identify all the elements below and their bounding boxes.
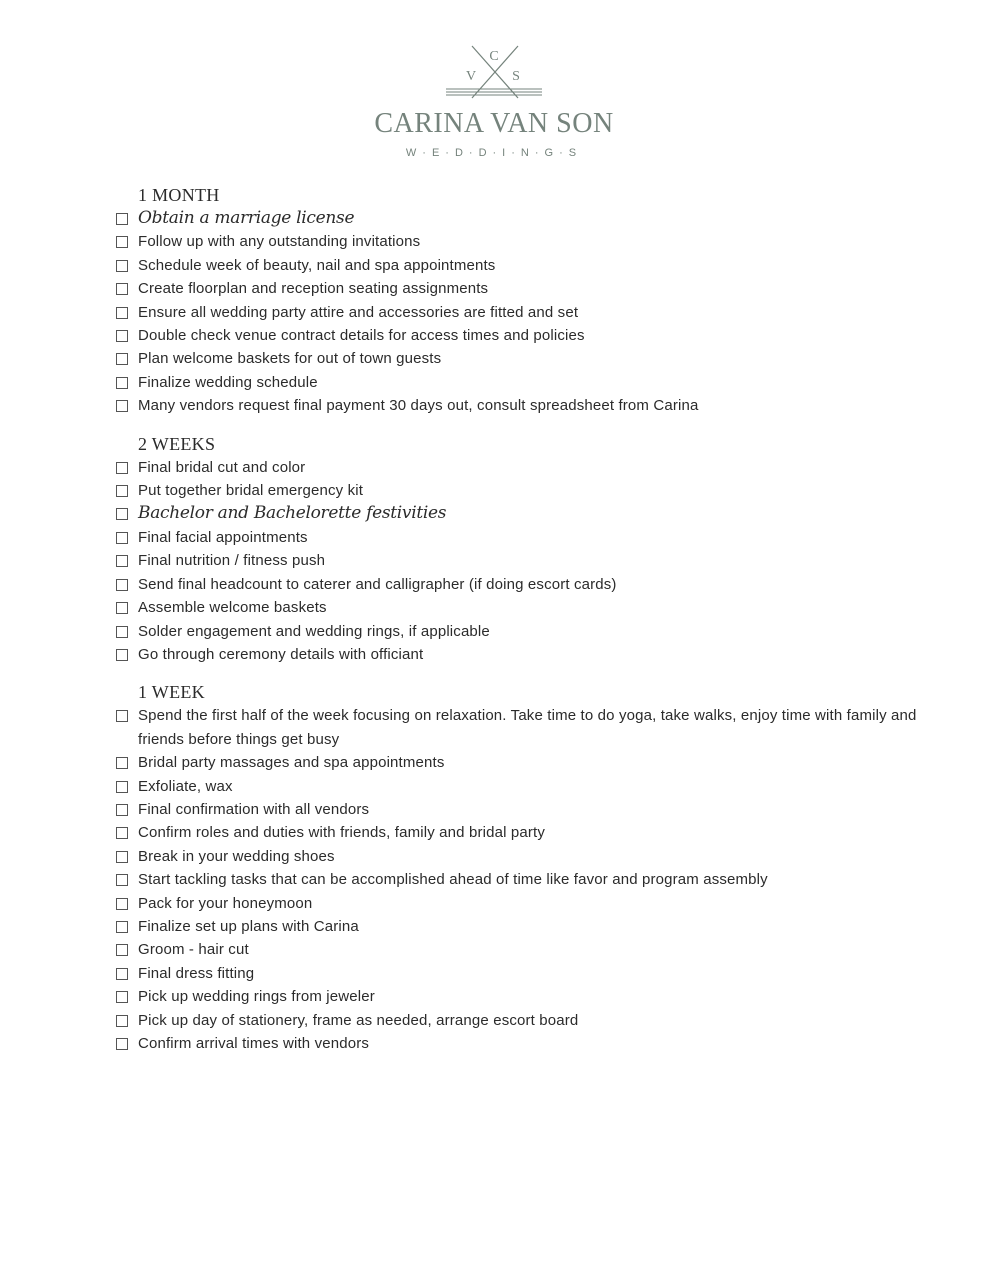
checklist-item [116,596,936,619]
checklist-item-text: Pick up wedding rings from jeweler [138,988,375,1006]
monogram-letter-c: C [489,49,499,64]
checklist-item [116,394,936,417]
checkbox[interactable] [116,804,128,816]
checklist [116,181,936,1055]
checklist-item [116,892,936,915]
checklist-item-text: Final dress fitting [138,964,255,982]
checkbox[interactable] [116,781,128,793]
checklist-item-text: Confirm arrival times with vendors [138,1035,369,1052]
checklist-item-text: Start tackling tasks that can be accomplished ahead of time like favor and program assembly [138,871,768,889]
checklist-item [116,347,936,370]
checklist-item [116,207,936,230]
checklist-item [116,371,936,394]
checkbox[interactable] [116,874,128,886]
checklist-item [116,573,936,596]
checklist-item-text: Assemble welcome baskets [138,599,327,617]
checklist-item-text: Final nutrition / fitness push [138,552,326,570]
checkbox[interactable] [116,921,128,933]
checklist-item-text: Final facial appointments [138,528,308,546]
checklist-item-text: Many vendors request final payment 30 days out, consult spreadsheet from Carina [138,397,699,415]
checklist-item-text: Pick up day of stationery, frame as needed, arrange escort board [138,1011,579,1029]
checklist-item [116,1032,936,1055]
checkbox[interactable] [116,579,128,591]
section-title: 1 MONTH [138,185,220,205]
checklist-item [116,845,936,868]
checklist-item-text: Solder engagement and wedding rings, if applicable [138,622,490,640]
monogram-logo-icon [444,42,544,104]
checkbox[interactable] [116,626,128,638]
checklist-item-text: Pack for your honeymoon [138,894,313,912]
checkbox[interactable] [116,991,128,1003]
checklist-item-text: Finalize set up plans with Carina [138,917,359,935]
checklist-item [116,526,936,549]
checkbox[interactable] [116,462,128,474]
checklist-item [116,620,936,643]
checkbox[interactable] [116,283,128,295]
brand-name: CARINA VAN SON [374,108,614,139]
checklist-item [116,985,936,1008]
checklist-item [116,1009,936,1032]
checkbox[interactable] [116,400,128,412]
brand-subtitle: W·E·D·D·I·N·G·S [405,147,583,159]
checkbox[interactable] [116,377,128,389]
checkbox[interactable] [116,649,128,661]
checklist-item-text: Confirm roles and duties with friends, family and bridal party [138,824,545,842]
checkbox[interactable] [116,1015,128,1027]
checkbox[interactable] [116,944,128,956]
monogram-letter-v: V [465,69,477,84]
checklist-item [116,549,936,572]
checkbox[interactable] [116,1038,128,1050]
checklist-item [116,230,936,253]
checklist-item [116,324,936,347]
checkbox[interactable] [116,485,128,497]
checklist-item [116,456,936,479]
checklist-item-text: Final bridal cut and color [138,458,306,476]
checkbox[interactable] [116,851,128,863]
checkbox[interactable] [116,353,128,365]
checklist-item-text: Plan welcome baskets for out of town guests [138,350,442,368]
checklist-item [116,868,936,891]
monogram-letter-s: S [512,69,520,84]
checkbox[interactable] [116,260,128,272]
checklist-item-text: Bachelor and Bachelorette festivities [138,503,447,524]
checkbox[interactable] [116,213,128,225]
checklist-item [116,643,936,666]
checkbox[interactable] [116,602,128,614]
checklist-item-text: Bridal party massages and spa appointments [138,754,445,772]
brand-logo [0,0,988,170]
checklist-item-text: Exfoliate, wax [138,777,233,795]
checklist-item [116,277,936,300]
checkbox[interactable] [116,532,128,544]
checklist-item [116,798,936,821]
checkbox[interactable] [116,968,128,980]
checklist-item-text: Final confirmation with all vendors [138,800,370,818]
checkbox[interactable] [116,757,128,769]
checklist-item-text: Groom - hair cut [138,941,249,959]
checklist-item [116,704,936,751]
checklist-item-text: Obtain a marriage license [138,208,355,228]
section-title: 2 WEEKS [138,433,216,454]
checklist-item-text: Create floorplan and reception seating assignments [138,280,489,298]
checkbox[interactable] [116,508,128,520]
checkbox[interactable] [116,307,128,319]
checklist-item-text: Finalize wedding schedule [138,373,318,391]
checklist-section [116,678,936,1055]
checklist-section [116,181,936,418]
checklist-item-text: Break in your wedding shoes [138,847,335,865]
checklist-item [116,915,936,938]
checklist-item [116,938,936,961]
checklist-item [116,775,936,798]
checkbox[interactable] [116,710,128,722]
checklist-item-text: Schedule week of beauty, nail and spa appointments [138,256,496,274]
checklist-item [116,962,936,985]
checklist-item [116,751,936,774]
checkbox[interactable] [116,898,128,910]
checklist-item-text: Put together bridal emergency kit [138,482,364,500]
checklist-item [116,502,936,525]
checklist-item-text: Double check venue contract details for access times and policies [138,327,585,345]
checklist-item-text: Follow up with any outstanding invitations [138,233,421,251]
checkbox[interactable] [116,827,128,839]
checkbox[interactable] [116,555,128,567]
checkbox[interactable] [116,236,128,248]
checklist-item [116,821,936,844]
checklist-item-text: Ensure all wedding party attire and accessories are fitted and set [138,303,579,321]
checklist-item-text: Spend the first half of the week focusing on relaxation. Take time to do yoga, take walks, enjoy time with family and friends before things get busy [138,707,917,748]
checkbox[interactable] [116,330,128,342]
checklist-section [116,430,936,667]
checklist-item [116,254,936,277]
checklist-item-text: Go through ceremony details with officiant [138,645,424,663]
checklist-item [116,301,936,324]
checklist-item [116,479,936,502]
checklist-item-text: Send final headcount to caterer and calligrapher (if doing escort cards) [138,575,617,593]
section-title: 1 WEEK [138,682,205,703]
